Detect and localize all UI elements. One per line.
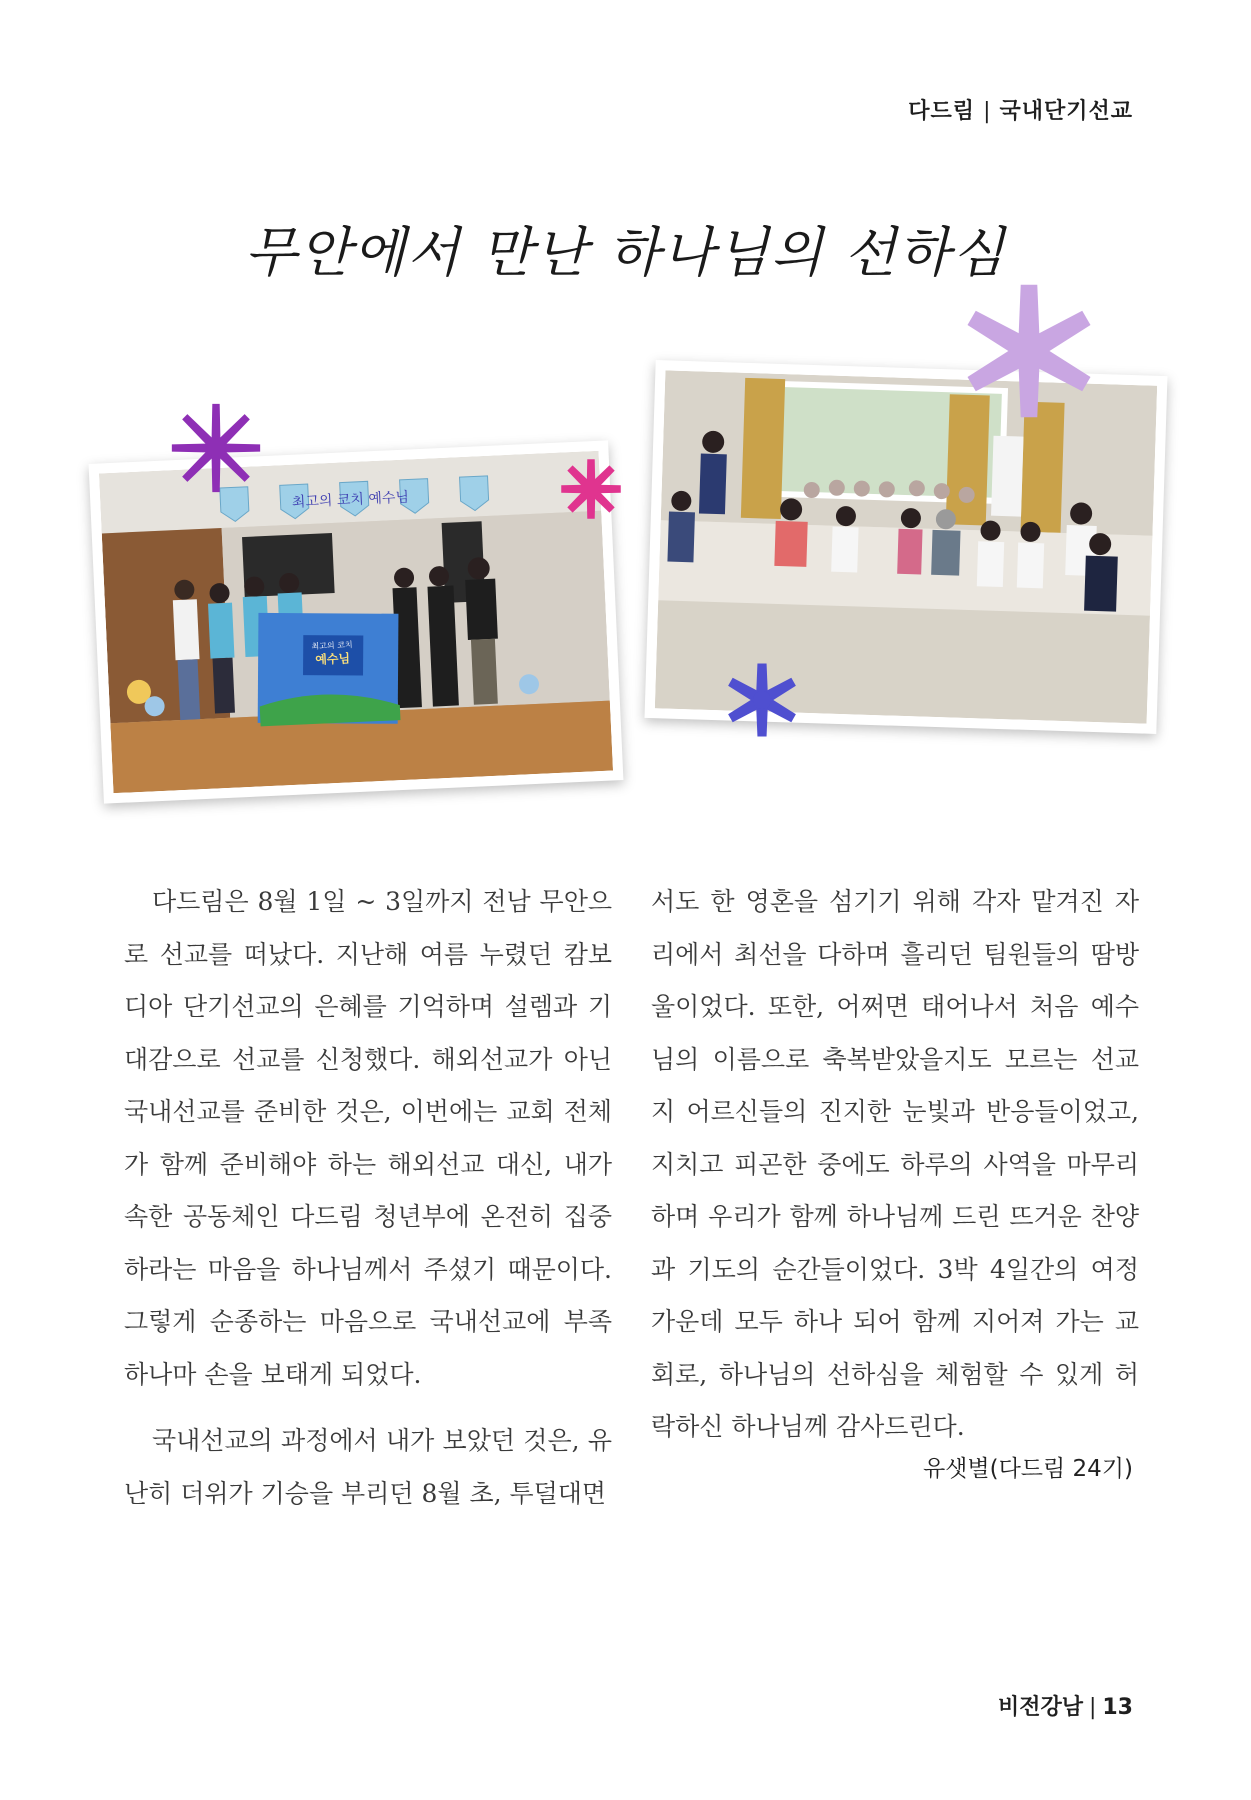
page-header	[908, 94, 1133, 125]
body-paragraph: 다드림은 8월 1일 ~ 3일까지 전남 무안으로 선교를 떠났다. 지난해 여름 누렸던 캄보디아 단기선교의 은혜를 기억하며 설렘과 기대감으로 선교를 신청했다. 해외선교가 아닌 국내선교를 준비한 것은, 이번에는 교회 전체가 함께 준비해야 하는 해외선교 대신, 내가 속한 공동체인 다드림 청년부에 온전히 집중하라는 마음을 하나님께서 주셨기 때문이다. 그렇게 순종하는 마음으로 국내선교에 부족하나마 손을 보태게 되었다.	[124, 887, 612, 1389]
article-author: 유샛별(다드림 24기)	[922, 1456, 1133, 1482]
purple-star-icon	[170, 402, 262, 494]
header-section: 다드림	[908, 99, 976, 124]
header-category: 국내단기선교	[999, 99, 1133, 124]
group-photo-flag-image	[99, 451, 613, 793]
footer-separator: |	[1088, 1695, 1097, 1720]
flag-title: 최고의 코치	[311, 640, 353, 652]
article-column-right	[651, 876, 1139, 1454]
group-photo-flag	[89, 440, 624, 803]
flag-main: 예수님	[314, 651, 351, 667]
article-column-left	[124, 876, 612, 1520]
body-paragraph: 서도 한 영혼을 섬기기 위해 각자 맡겨진 자리에서 최선을 다하며 흘리던 팀원들의 땀방울이었다. 또한, 어쩌면 태어나서 처음 예수님의 이름으로 축복받았을지도 모르는 선교지 어르신들의 진지한 눈빛과 반응들이었고, 지치고 피곤한 중에도 하루의 사역을 마무리하며 우리가 함께 하나님께 드린 뜨거운 찬양과 기도의 순간들이었다. 3박 4일간의 여정 가운데 모두 하나 되어 함께 지어져 가는 교회로, 하나님의 선하심을 체험할 수 있게 허락하신 하나님께 감사드린다.	[651, 887, 1139, 1441]
blue-star-icon	[724, 662, 800, 738]
lavender-star-icon	[960, 282, 1098, 420]
pink-star-icon	[560, 458, 622, 520]
body-paragraph: 국내선교의 과정에서 내가 보았던 것은, 유난히 더위가 기승을 부리던 8월 초, 투덜대면	[124, 1426, 612, 1508]
header-separator: |	[983, 99, 992, 124]
article-title: 무안에서 만난 하나님의 선하심	[244, 221, 1007, 284]
page-footer	[998, 1690, 1133, 1721]
footer-publication: 비전강남	[997, 1695, 1083, 1720]
banner-text: 최고의 코치 예수님	[291, 489, 410, 511]
page-number: 13	[1102, 1695, 1133, 1720]
